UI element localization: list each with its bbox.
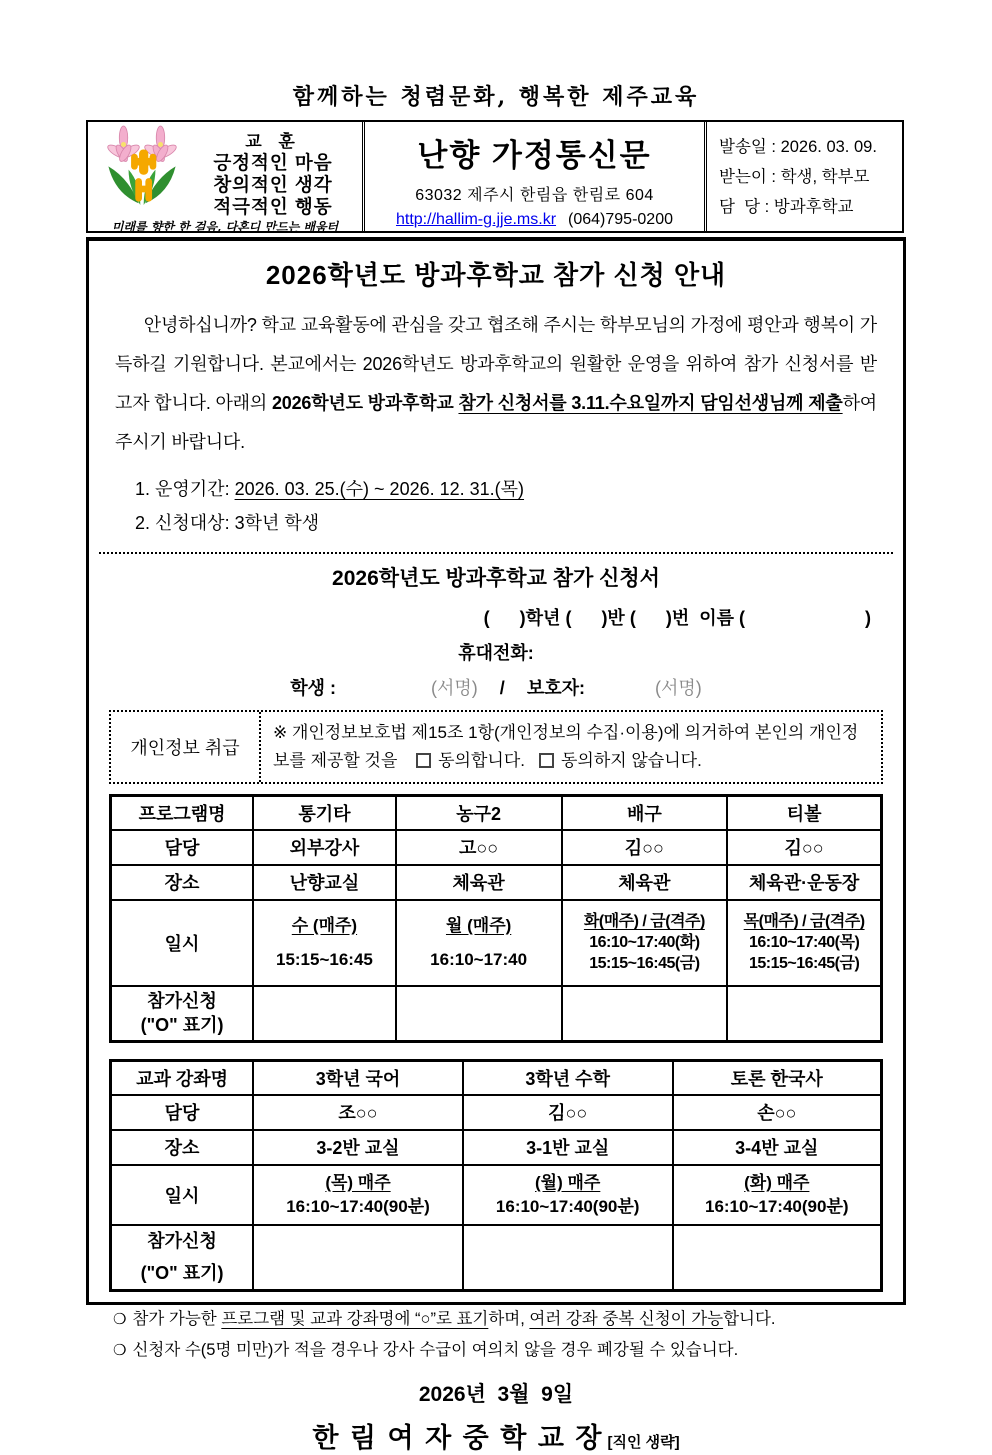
masthead: [86, 120, 904, 233]
privacy-consent-box: [109, 710, 883, 784]
target-item: 2. 신청대상: 3학년 학생: [135, 513, 320, 533]
greeting-paragraph: [115, 306, 877, 462]
student-label: 학생 :: [290, 678, 337, 698]
schedule-time: 15:15~16:45: [275, 949, 373, 969]
subject-col-header: 교과 강좌명: [111, 1061, 254, 1095]
agree-checkbox[interactable]: [416, 753, 431, 768]
schedule-label: 일시: [111, 900, 254, 986]
disagree-checkbox[interactable]: [539, 753, 554, 768]
section-divider: [99, 552, 893, 554]
schedule-cell: [253, 900, 396, 986]
program-place-row: [111, 865, 882, 900]
schedule-label: 일시: [111, 1165, 254, 1225]
guardian-sign-placeholder: (서명): [654, 678, 702, 698]
notice-title: 2026학년도 방과후학교 참가 신청 안내: [265, 260, 727, 290]
note-1-underline-1: 프로그램 및 교과 강좌명에 “○”로 표기: [221, 1310, 489, 1328]
apply-cell-guitar[interactable]: [253, 986, 396, 1042]
notice-items: [135, 472, 877, 540]
principal-signature: 한 림 여 자 중 학 교 장: [312, 1423, 604, 1453]
program-header-row: [111, 796, 882, 830]
note-1-text: 참가 가능한: [132, 1310, 222, 1328]
subject-apply-row: [111, 1225, 882, 1291]
place-cell: 3-1반 교실: [463, 1130, 673, 1165]
signer-line: [99, 1416, 893, 1455]
schedule-time: 16:10~17:40(90분): [495, 1196, 640, 1216]
place-cell: 체육관: [562, 865, 728, 900]
logo-caption: 미래를 향한 한 걸음, 다혼디 만드는 배움터: [111, 220, 339, 234]
schedule-time: 15:15~16:45(금): [748, 955, 860, 972]
program-teacher-row: [111, 830, 882, 865]
greeting-tail: 하여 주시기 바랍니다.: [115, 393, 877, 452]
send-date: 발송일 : 2026. 03. 09.: [719, 138, 877, 156]
program-volleyball: 배구: [562, 796, 728, 830]
place-cell: 체육관·운동장: [727, 865, 881, 900]
privacy-text: [261, 712, 881, 782]
operation-period-value: 2026. 03. 25.(수) ~ 2026. 12. 31.(목): [234, 479, 525, 499]
program-table: [109, 794, 883, 1043]
subject-table: [109, 1059, 883, 1292]
teacher-cell: 조○○: [253, 1095, 463, 1130]
apply-label: [111, 1225, 254, 1291]
operation-period-item: [135, 472, 877, 506]
motto-title: 교 훈: [245, 132, 301, 151]
program-apply-row: [111, 986, 882, 1042]
masthead-title-cell: [362, 122, 704, 231]
subject-place-row: [111, 1130, 882, 1165]
schedule-time: 16:10~17:40(목): [748, 934, 860, 951]
issue-date: 2026년 3월 9일: [418, 1383, 574, 1406]
schedule-day: 수 (매주): [291, 915, 358, 935]
apply-cell-math[interactable]: [463, 1225, 673, 1291]
apply-cell-basketball[interactable]: [396, 986, 562, 1042]
apply-label-line2: ("O" 표기): [140, 1263, 224, 1284]
teacher-cell: 김○○: [562, 830, 728, 865]
teacher-cell: 고○○: [396, 830, 562, 865]
schedule-day: (화) 매주: [744, 1172, 810, 1192]
circle-bullet-icon: ❍: [113, 1311, 127, 1328]
campaign-slogan: 함께하는 청렴문화, 행복한 제주교육: [292, 84, 700, 110]
subject-math: 3학년 수학: [463, 1061, 673, 1095]
apply-cell-korean[interactable]: [253, 1225, 463, 1291]
program-basketball: 농구2: [396, 796, 562, 830]
apply-label: [111, 986, 254, 1042]
schedule-day: 화(매주) / 금(격주): [583, 913, 705, 930]
mobile-phone-field[interactable]: 휴대전화:: [458, 643, 534, 663]
teacher-cell: 외부강사: [253, 830, 396, 865]
newsletter-title: 난향 가정통신문: [417, 138, 652, 173]
note-1-text: 하며,: [488, 1310, 530, 1328]
place-cell: 3-2반 교실: [253, 1130, 463, 1165]
schedule-cell: [562, 900, 728, 986]
subject-teacher-row: [111, 1095, 882, 1130]
apply-label-line2: ("O" 표기): [140, 1015, 224, 1036]
subject-korean: 3학년 국어: [253, 1061, 463, 1095]
circle-bullet-icon: ❍: [113, 1342, 127, 1359]
note-2: [113, 1335, 879, 1366]
department-in-charge: 담 당 : 방과후학교: [719, 198, 854, 216]
apply-cell-volleyball[interactable]: [562, 986, 728, 1042]
disagree-label: 동의하지 않습니다.: [560, 751, 702, 770]
schedule-day: (목) 매주: [325, 1172, 391, 1192]
subject-history: 토론 한국사: [673, 1061, 882, 1095]
note-1-underline-2: 여러 강좌 중복 신청이 가능: [529, 1310, 724, 1328]
place-cell: 3-4반 교실: [673, 1130, 882, 1165]
school-website-link[interactable]: http://hallim-g.jje.ms.kr: [395, 211, 557, 228]
school-phone: (064)795-0200: [568, 211, 673, 228]
subject-schedule-row: [111, 1165, 882, 1225]
note-1-text: 합니다.: [723, 1310, 776, 1328]
application-form-title: 2026학년도 방과후학교 참가 신청서: [332, 567, 660, 590]
apply-cell-history[interactable]: [673, 1225, 882, 1291]
schedule-time: 16:10~17:40: [430, 949, 528, 969]
schedule-day: 월 (매주): [445, 915, 512, 935]
schedule-cell: [463, 1165, 673, 1225]
program-col-header: 프로그램명: [111, 796, 254, 830]
privacy-statement: ※ 개인정보보호법 제15조 1항(개인정보의 수집·이용)에 의거하여 본인의 개인정보를 제공할 것을: [273, 723, 859, 770]
motto-line-1: 긍정적인 마음: [213, 152, 333, 173]
operation-period-label: 1. 운영기간:: [135, 479, 235, 499]
school-logo: [94, 126, 190, 210]
motto-line-3: 적극적인 행동: [213, 196, 333, 217]
masthead-meta-cell: [704, 122, 902, 231]
note-1: [113, 1304, 879, 1335]
place-cell: 체육관: [396, 865, 562, 900]
teacher-cell: 손○○: [673, 1095, 882, 1130]
apply-label-line1: 참가신청: [147, 1231, 217, 1252]
recipient: 받는이 : 학생, 학부모: [719, 168, 870, 186]
school-address: 63032 제주시 한림읍 한림로 604: [415, 187, 654, 204]
schedule-time: 16:10~17:40(90분): [286, 1196, 430, 1216]
teacher-label: 담당: [111, 830, 254, 865]
note-2-text: 신청자 수(5명 미만)가 적을 경우나 강사 수급이 여의치 않을 경우 폐강될 수 있습니다.: [132, 1341, 739, 1359]
teacher-cell: 김○○: [727, 830, 881, 865]
schedule-cell: [396, 900, 562, 986]
program-guitar: 통기타: [253, 796, 396, 830]
program-schedule-row: [111, 900, 882, 986]
place-cell: 난향교실: [253, 865, 396, 900]
stamp-omitted-note: [직인 생략]: [607, 1434, 680, 1451]
schedule-cell: [727, 900, 881, 986]
notice-body: [86, 237, 906, 1453]
grade-class-number-name-fields[interactable]: ( )학년 ( )반 ( )번 이름 ( ): [483, 608, 871, 628]
student-sign-placeholder: (서명): [431, 678, 478, 698]
subject-header-row: [111, 1061, 882, 1095]
greeting-deadline: 참가 신청서를 3.11.수요일까지 담임선생님께 제출: [458, 393, 843, 413]
privacy-label: 개인정보 취급: [111, 712, 261, 782]
school-logo-image: [94, 126, 190, 210]
teacher-label: 담당: [111, 1095, 254, 1130]
signature-line: [99, 674, 893, 700]
greeting-bold: 2026학년도 방과후학교: [271, 393, 459, 413]
school-motto: [190, 126, 356, 218]
schedule-time: 15:15~16:45(금): [589, 955, 700, 972]
footnotes: [113, 1304, 879, 1366]
schedule-cell: [673, 1165, 882, 1225]
masthead-motto-cell: [88, 122, 362, 234]
place-label: 장소: [111, 1130, 254, 1165]
schedule-day: (월) 매주: [535, 1172, 601, 1192]
schedule-time: 16:10~17:40(화): [589, 934, 700, 951]
program-teeball: 티볼: [727, 796, 881, 830]
guardian-label: 보호자:: [526, 678, 585, 698]
schedule-cell: [253, 1165, 463, 1225]
apply-cell-teeball[interactable]: [727, 986, 881, 1042]
schedule-time: 16:10~17:40(90분): [704, 1196, 849, 1216]
apply-label-line1: 참가신청: [147, 991, 217, 1012]
place-label: 장소: [111, 865, 254, 900]
motto-line-2: 창의적인 생각: [213, 174, 333, 195]
greeting-text: 안녕하십니까? 학교 교육활동에 관심을 갖고 협조해 주시는 학부모님의 가정에 평안과 행복이 가득하길 기원합니다. 본교에서는 2026학년도 방과후학교의 원활한 운영을 위하여 참가 신청서를 받고자 합니다. 아래의: [115, 315, 877, 413]
slash: /: [499, 678, 505, 698]
teacher-cell: 김○○: [463, 1095, 673, 1130]
agree-label: 동의합니다.: [438, 751, 525, 770]
schedule-day: 목(매주) / 금(격주): [743, 913, 865, 930]
